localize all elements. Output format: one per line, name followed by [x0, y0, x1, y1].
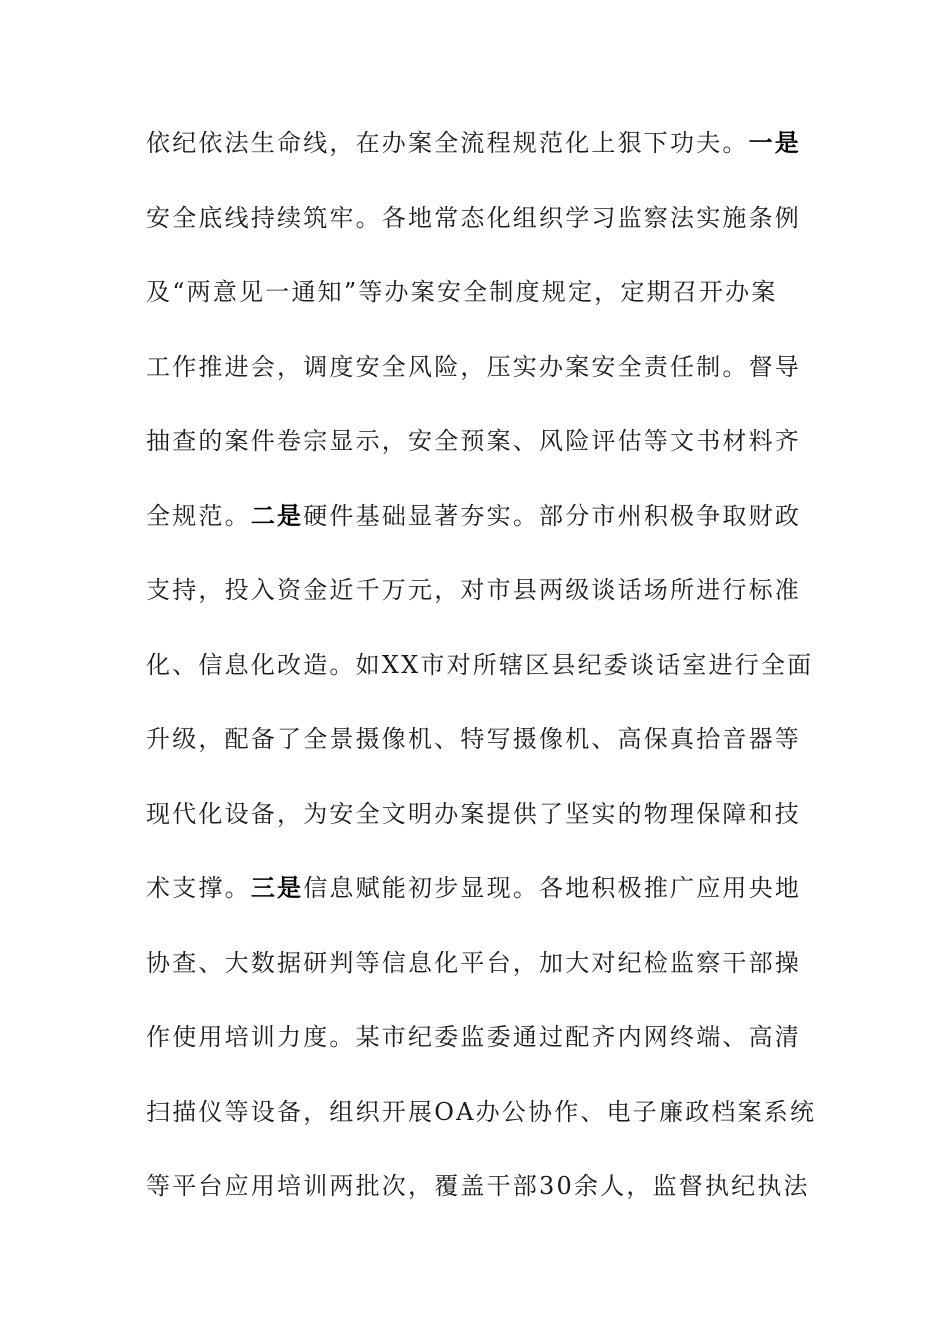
text-line: [146, 557, 816, 632]
text-line: [146, 259, 816, 334]
text-segment: 作使用培训力度。某市纪委监委通过配齐内网终端、高清: [146, 1023, 801, 1051]
text-line: [146, 334, 816, 409]
text-segment: 及“两意见一通知”等办案安全制度规定，定期召开办案: [146, 278, 778, 306]
text-segment: 信息赋能初步显现。各地积极推广应用央地: [303, 874, 802, 902]
bold-marker: 一是: [748, 128, 802, 157]
text-segment: 现代化设备，为安全文明办案提供了坚实的物理保障和技: [146, 799, 801, 828]
text-segment: 工作推进会，调度安全风险，压实办案安全责任制。督导: [146, 352, 801, 381]
text-segment: 全规范。: [146, 501, 251, 530]
bold-marker: 三是: [250, 873, 304, 902]
text-line: [146, 408, 816, 483]
text-segment: 支持，投入资金近千万元，对市县两级谈话场所进行标准: [146, 576, 801, 604]
text-segment: 化、信息化改造。如XX市对所辖区县纪委谈话室进行全面: [146, 650, 814, 679]
text-segment: 抽查的案件卷宗显示，安全预案、风险评估等文书材料齐: [146, 427, 801, 455]
text-segment: 升级，配备了全景摄像机、特写摄像机、高保真拾音器等: [146, 725, 801, 753]
text-line: [146, 1079, 816, 1154]
text-line: [146, 781, 816, 856]
text-line: [146, 1004, 816, 1079]
text-segment: 等平台应用培训两批次，覆盖干部30余人，监督执纪执法: [146, 1172, 810, 1200]
text-segment: 依纪依法生命线，在办案全流程规范化上狠下功夫。: [146, 129, 749, 157]
text-line: [146, 185, 816, 260]
text-segment: 硬件基础显著夯实。部分市州积极争取财政: [303, 501, 802, 530]
text-segment: 扫描仪等设备，组织开展OA办公协作、电子廉政档案系统: [146, 1097, 817, 1126]
text-line: [146, 930, 816, 1005]
text-line: [146, 632, 816, 707]
text-segment: 安全底线持续筑牢。各地常态化组织学习监察法实施条例: [146, 203, 801, 232]
text-line: [146, 483, 816, 558]
text-segment: 协查、大数据研判等信息化平台，加大对纪检监察干部操: [146, 948, 801, 977]
text-line: [146, 1153, 816, 1228]
body-text: [146, 110, 816, 1228]
text-segment: 术支撑。: [146, 874, 251, 902]
bold-marker: 二是: [250, 500, 304, 530]
text-line: [146, 855, 816, 930]
text-line: [146, 110, 816, 185]
text-line: [146, 706, 816, 781]
